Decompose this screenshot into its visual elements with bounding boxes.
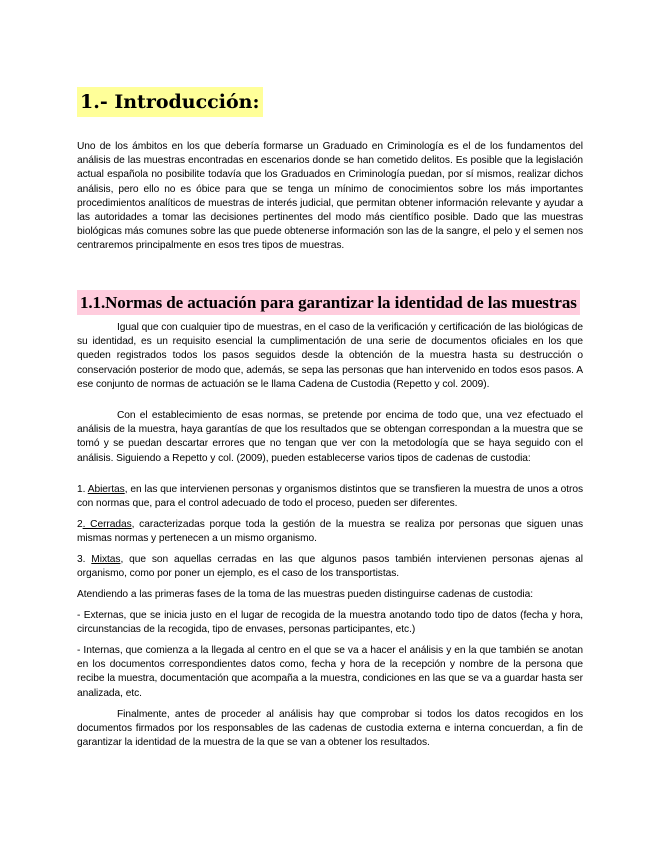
list-item-mixtas [77, 553, 583, 581]
list-item-number: 3. [77, 554, 92, 565]
list-item-term: Abiertas [87, 484, 125, 495]
list-item-cerradas [77, 518, 583, 546]
intro-paragraph: Uno de los ámbitos en los que debería formarse un Graduado en Criminología es el de los fundamentos del análisis de las muestras encontradas en escenarios donde se han cometido delitos. Es posible que la legislación actual española no posibilite todavía que los Graduados en Criminología puedan, por sí mismos, realizar dichos análisis, pero ello no es óbice para que se tenga un mínimo de conocimientos sobre los más importantes procedimientos analíticos de muestras de interés judicial, que permitan obtener información relevante y ayudar a las autoridades a tomar las decisiones pertinentes del modo más científico posible. Dado que las muestras biológicas más comunes sobre las que puede obtenerse información son las de la sangre, el pelo y el semen nos centraremos principalmente en esos tres tipos de muestras. [77, 141, 583, 252]
list-item-term: Mixtas [91, 554, 121, 565]
section-heading: 1.- Introducción: [77, 87, 263, 117]
subsection-heading: 1.1.Normas de actuación para garantizar la identidad de las muestras [77, 290, 580, 315]
list-item-abiertas [77, 483, 583, 511]
list-item-term: . Cerradas [82, 519, 132, 530]
list-item-number: 2 [77, 519, 83, 530]
paragraph-primeras-fases: Atendiendo a las primeras fases de la toma de las muestras pueden distinguirse cadenas de custodia: [77, 589, 534, 600]
paragraph-externas: - Externas, que se inicia justo en el lugar de recogida de la muestra anotando todo tipo de datos (fecha y hora, circunstancias de la recogida, tipo de envases, personas participantes, etc.) [77, 610, 583, 636]
paragraph-finalmente: Finalmente, antes de proceder al análisis hay que comprobar si todos los datos recogidos en los documentos firmados por los responsables de las cadenas de custodia externa e interna concuerdan, a fin de garantizar la identidad de la muestra de la que se van a obtener los resultados. [77, 709, 583, 749]
list-item-number: 1. [77, 484, 88, 495]
list-item-text: , caracterizadas porque toda la gestión de la muestra se realiza por personas que siguen unas mismas normas y pertenecen a un mismo organismo. [77, 519, 583, 545]
paragraph-establecimiento-normas: Con el establecimiento de esas normas, se pretende por encima de todo que, una vez efectuado el análisis de la muestra, haya garantías de que los resultados que se obtengan correspondan a la muestra que se tomó y se puedan descartar errores que no tengan que ver con la metodología que se haya seguido con el análisis. Siguiendo a Repetto y col. (2009), pueden establecerse varios tipos de cadenas de custodia: [77, 410, 583, 464]
paragraph-cadena-custodia: Igual que con cualquier tipo de muestras, en el caso de la verificación y certificación de las biológicas de su identidad, es un requisito esencial la cumplimentación de una serie de documentos oficiales en los que queden registrados todos los pasos seguidos desde la obtención de la muestra hasta su destrucción o conservación posterior de modo que, además, se sepa las personas que han intervenido en todos esos pasos. A ese conjunto de normas de actuación se le llama Cadena de Custodia (Repetto y col. 2009). [77, 322, 583, 390]
list-item-text: , que son aquellas cerradas en las que algunos pasos también intervienen personas ajenas al organismo, como por poner un ejemplo, es el caso de los transportistas. [77, 554, 584, 580]
list-item-text: , en las que intervienen personas y organismos distintos que se transfieren la muestra de unos a otros con normas que, para el control adecuado de todo el proceso, pueden ser diferentes. [77, 484, 583, 510]
paragraph-internas: - Internas, que comienza a la llegada al centro en el que se va a hacer el análisis y en la que también se anotan en los documentos correspondientes datos como, fecha y hora de la recepción y nombre de la persona que recibe la muestra, documentación que acompaña a la muestra, condiciones en las que se va a guardar hasta ser analizada, etc. [77, 645, 583, 699]
